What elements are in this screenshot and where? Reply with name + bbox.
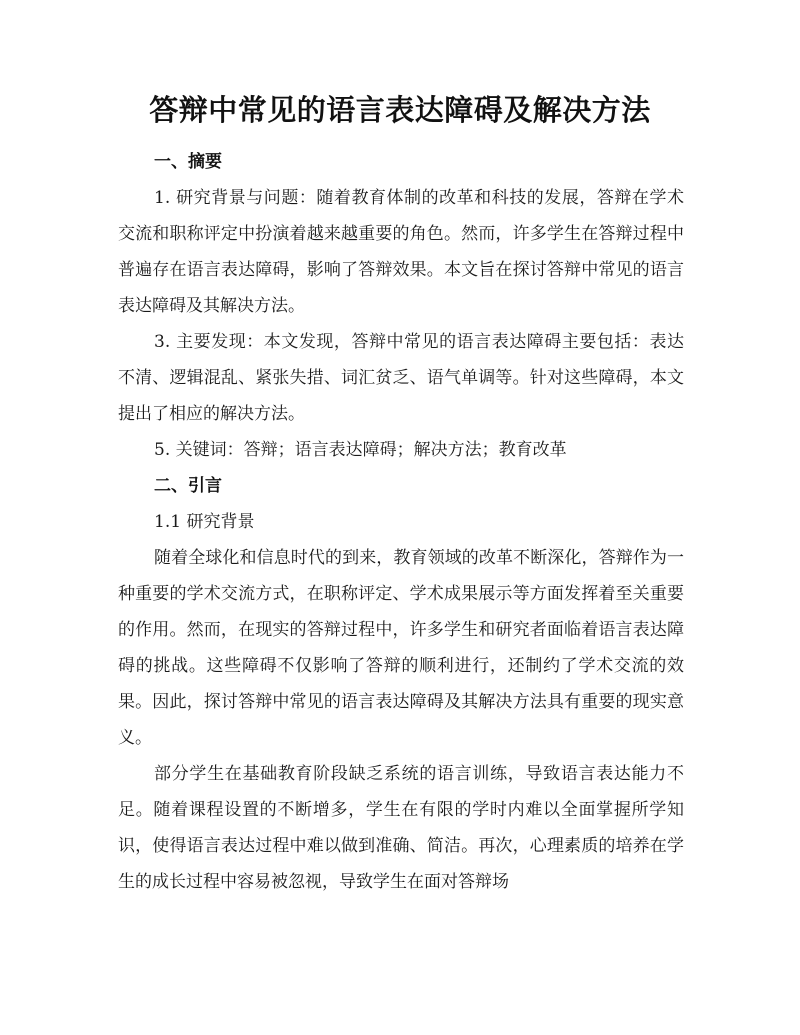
abstract-paragraph-background: 1. 研究背景与问题：随着教育体制的改革和科技的发展，答辩在学术交流和职称评定中扮演着越来越重要的角色。然而，许多学生在答辩过程中普遍存在语言表达障碍，影响了答辩效果。本文旨在探讨答辩中常见的语言表达障碍及其解决方法。 — [118, 188, 684, 316]
intro-heading: 二、引言 — [154, 476, 222, 496]
document-body — [118, 144, 684, 900]
abstract-paragraph-keywords: 5. 关键词：答辩；语言表达障碍；解决方法；教育改革 — [154, 440, 567, 460]
document-title: 答辩中常见的语言表达障碍及解决方法 — [149, 93, 651, 127]
intro-paragraph-2: 部分学生在基础教育阶段缺乏系统的语言训练，导致语言表达能力不足。随着课程设置的不断增多，学生在有限的学时内难以全面掌握所学知识，使得语言表达过程中难以做到准确、简洁。再次，心理素质的培养在学生的成长过程中容易被忽视，导致学生在面对答辩场 — [118, 764, 684, 892]
abstract-paragraph-findings: 3. 主要发现：本文发现，答辩中常见的语言表达障碍主要包括：表达不清、逻辑混乱、紧张失措、词汇贫乏、语气单调等。针对这些障碍，本文提出了相应的解决方法。 — [118, 332, 684, 424]
intro-subheading: 1.1 研究背景 — [154, 512, 255, 532]
abstract-heading: 一、摘要 — [154, 152, 222, 172]
intro-paragraph-1: 随着全球化和信息时代的到来，教育领域的改革不断深化，答辩作为一种重要的学术交流方式，在职称评定、学术成果展示等方面发挥着至关重要的作用。然而，在现实的答辩过程中，许多学生和研究者面临着语言表达障碍的挑战。这些障碍不仅影响了答辩的顺利进行，还制约了学术交流的效果。因此，探讨答辩中常见的语言表达障碍及其解决方法具有重要的现实意义。 — [118, 548, 684, 748]
